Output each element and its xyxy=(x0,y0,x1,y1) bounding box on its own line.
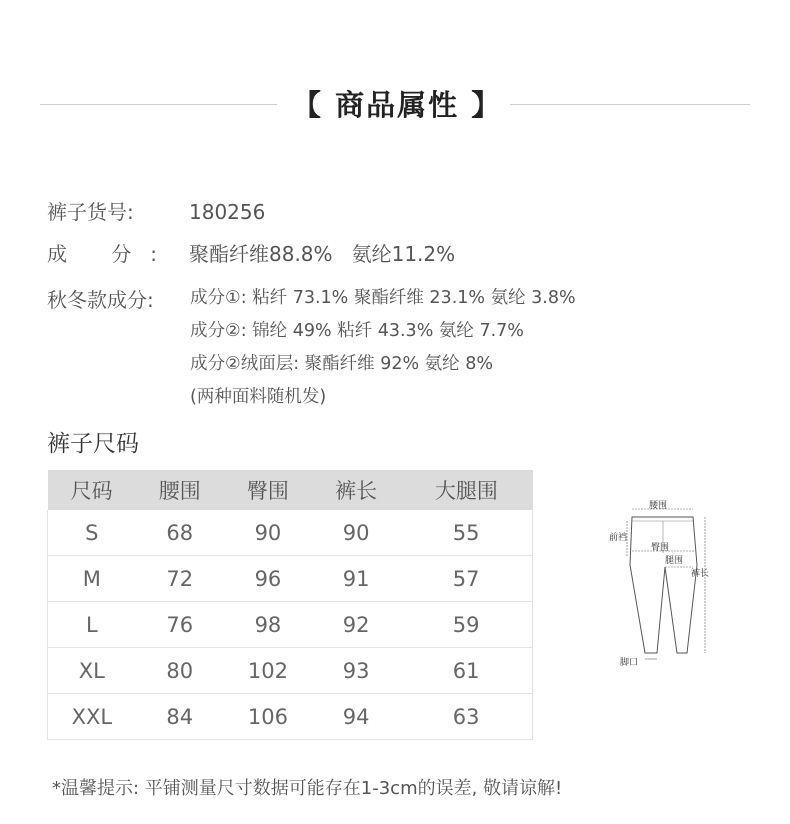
section-title-bar xyxy=(0,78,790,128)
title-divider-left xyxy=(40,104,277,105)
attribute-label: 裤子货号: xyxy=(47,200,134,224)
table-cell: 96 xyxy=(224,556,312,602)
diagram-label-hip: 臀围 xyxy=(651,543,670,553)
attribute-row-item-number xyxy=(47,196,265,225)
pants-measurement-diagram xyxy=(605,495,735,670)
table-cell: 68 xyxy=(136,510,224,556)
composition-line: 成分①: 粘纤 73.1% 聚酯纤维 23.1% 氨纶 3.8% xyxy=(190,288,576,308)
composition-line: 成分②: 锦纶 49% 粘纤 43.3% 氨纶 7.7% xyxy=(190,321,524,341)
column-header: 尺码 xyxy=(48,470,136,510)
autumn-winter-label: 秋冬款成分: xyxy=(47,288,154,312)
attribute-label: 成 分: xyxy=(47,242,157,266)
column-header: 大腿围 xyxy=(400,470,532,510)
diagram-label-front-rise: 前裆 xyxy=(609,533,628,543)
table-cell: 80 xyxy=(136,648,224,694)
table-row xyxy=(48,556,533,602)
size-table xyxy=(47,470,533,740)
size-heading: 裤子尺码 xyxy=(47,431,139,457)
table-cell: 76 xyxy=(136,602,224,648)
diagram-label-thigh: 腿围 xyxy=(665,556,684,566)
table-cell: XXL xyxy=(48,694,136,740)
table-header-row xyxy=(48,470,533,510)
column-header: 臀围 xyxy=(224,470,312,510)
table-row xyxy=(48,602,533,648)
attribute-value: 180256 xyxy=(189,200,266,224)
section-title: 【 商品属性 】 xyxy=(292,88,503,122)
composition-note: (两种面料随机发) xyxy=(190,387,327,407)
column-header: 腰围 xyxy=(136,470,224,510)
measurement-disclaimer: *温馨提示: 平铺测量尺寸数据可能存在1-3cm的误差, 敬请谅解! xyxy=(52,778,563,799)
table-cell: 57 xyxy=(400,556,532,602)
diagram-label-waist: 腰围 xyxy=(649,501,668,511)
table-cell: 106 xyxy=(224,694,312,740)
composition-line: 成分②绒面层: 聚酯纤维 92% 氨纶 8% xyxy=(190,354,493,374)
table-cell: S xyxy=(48,510,136,556)
table-cell: 59 xyxy=(400,602,532,648)
table-cell: 93 xyxy=(312,648,400,694)
table-cell: 102 xyxy=(224,648,312,694)
attribute-value: 聚酯纤维88.8% 氨纶11.2% xyxy=(189,242,456,266)
table-cell: XL xyxy=(48,648,136,694)
diagram-label-length: 裤长 xyxy=(691,569,710,579)
table-cell: 72 xyxy=(136,556,224,602)
table-cell: 55 xyxy=(400,510,532,556)
table-cell: 98 xyxy=(224,602,312,648)
table-row xyxy=(48,694,533,740)
table-cell: L xyxy=(48,602,136,648)
table-cell: 84 xyxy=(136,694,224,740)
table-cell: 94 xyxy=(312,694,400,740)
pants-outline-icon xyxy=(630,517,697,653)
table-cell: 92 xyxy=(312,602,400,648)
attribute-row-composition xyxy=(47,238,455,267)
table-cell: M xyxy=(48,556,136,602)
table-cell: 90 xyxy=(312,510,400,556)
table-row xyxy=(48,648,533,694)
table-row xyxy=(48,510,533,556)
table-cell: 91 xyxy=(312,556,400,602)
table-cell: 61 xyxy=(400,648,532,694)
table-cell: 63 xyxy=(400,694,532,740)
title-divider-right xyxy=(510,104,750,105)
diagram-label-hem: 脚口 xyxy=(620,658,639,668)
table-cell: 90 xyxy=(224,510,312,556)
column-header: 裤长 xyxy=(312,470,400,510)
